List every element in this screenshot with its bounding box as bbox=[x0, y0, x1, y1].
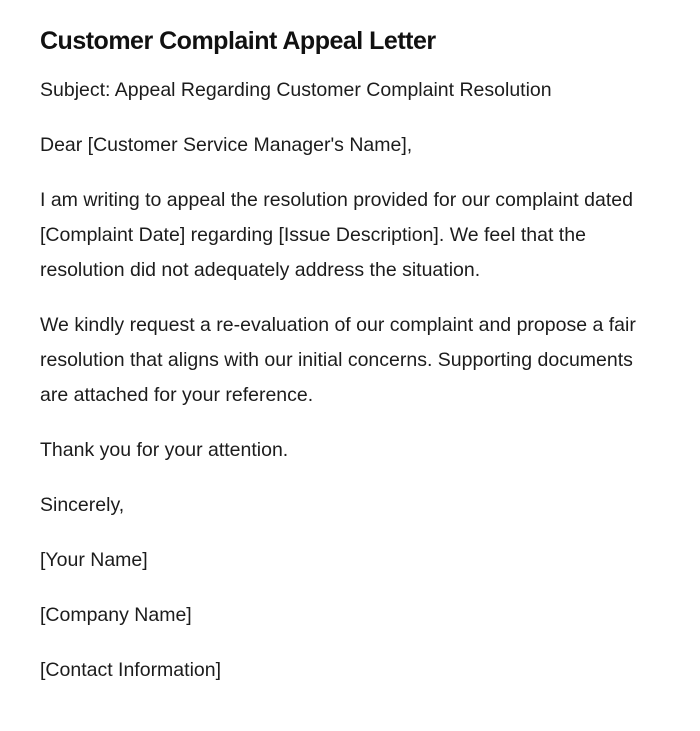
letter-company-name: [Company Name] bbox=[40, 604, 192, 626]
letter-body-paragraph-1: I am writing to appeal the resolution provided for our complaint dated [Complaint Date] regarding [Issue Description]. We feel that the resolution did not adequately address the situation. bbox=[40, 189, 633, 281]
letter-your-name: [Your Name] bbox=[40, 549, 148, 571]
letter-title: Customer Complaint Appeal Letter bbox=[40, 27, 436, 55]
letter-sign-off: Sincerely, bbox=[40, 494, 125, 516]
letter-subject: Subject: Appeal Regarding Customer Complaint Resolution bbox=[40, 79, 552, 101]
letter-body-paragraph-2: We kindly request a re-evaluation of our complaint and propose a fair resolution that aligns with our initial concerns. Supporting documents are attached for your reference. bbox=[40, 314, 636, 406]
letter-salutation: Dear [Customer Service Manager's Name], bbox=[40, 134, 413, 156]
letter-contact-information: [Contact Information] bbox=[40, 659, 222, 681]
letter-closing-thanks: Thank you for your attention. bbox=[40, 439, 289, 461]
